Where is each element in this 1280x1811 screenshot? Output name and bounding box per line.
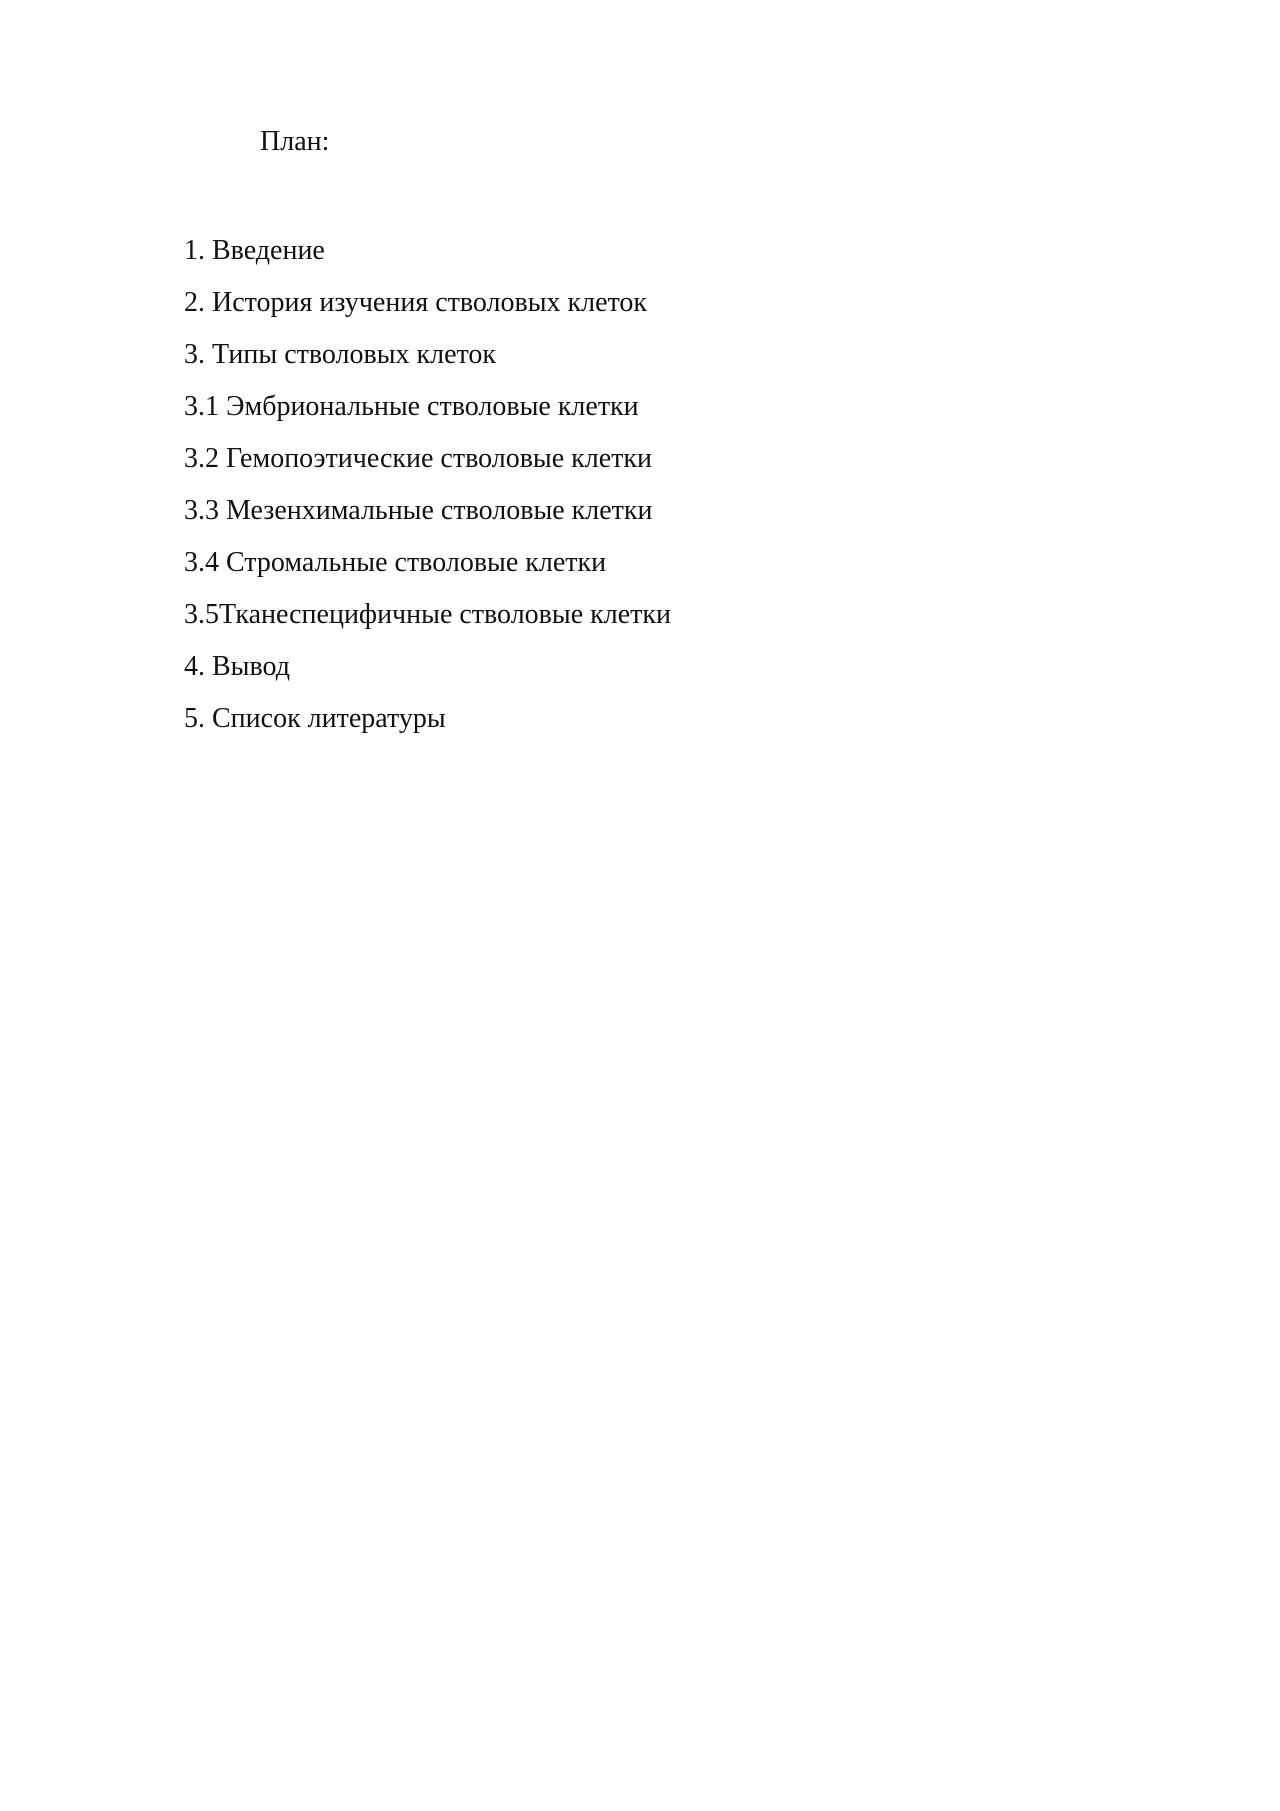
toc-item-types: 3. Типы стволовых клеток (184, 339, 496, 370)
toc-item-tissue-specific: 3.5Тканеспецифичные стволовые клетки (184, 599, 671, 630)
toc-item-introduction: 1. Введение (184, 235, 325, 266)
toc-item-conclusion: 4. Вывод (184, 651, 290, 682)
table-of-contents (184, 225, 671, 745)
toc-item-history: 2. История изучения стволовых клеток (184, 287, 647, 318)
toc-item-references: 5. Список литературы (184, 703, 446, 734)
toc-item-mesenchymal: 3.3 Мезенхимальные стволовые клетки (184, 495, 653, 526)
toc-item-embryonic: 3.1 Эмбриональные стволовые клетки (184, 391, 639, 422)
toc-item-hematopoietic: 3.2 Гемопоэтические стволовые клетки (184, 443, 653, 474)
page-title: План: (260, 126, 330, 157)
toc-item-stromal: 3.4 Стромальные стволовые клетки (184, 547, 607, 578)
